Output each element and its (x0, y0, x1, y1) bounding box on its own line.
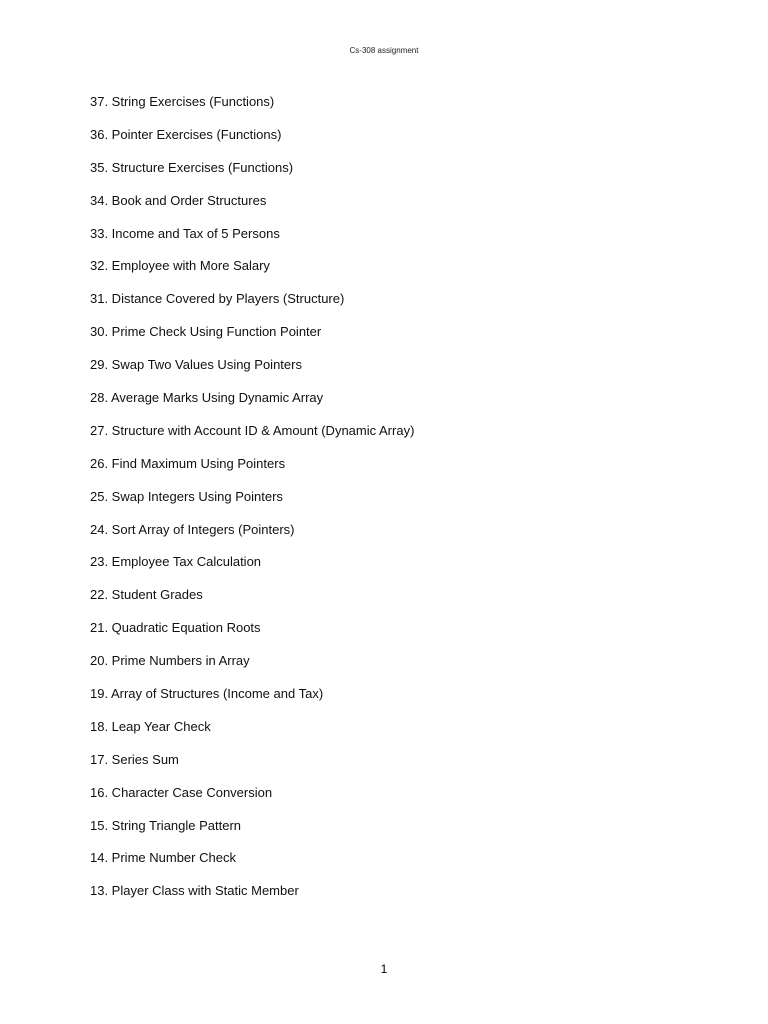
list-item: 35. Structure Exercises (Functions) (90, 159, 294, 175)
list-item: 31. Distance Covered by Players (Structure) (90, 291, 345, 307)
list-item: 30. Prime Check Using Function Pointer (90, 324, 322, 340)
list-item: 19. Array of Structures (Income and Tax) (90, 686, 324, 702)
list-item: 33. Income and Tax of 5 Persons (90, 225, 280, 241)
list-item: 16. Character Case Conversion (90, 784, 273, 800)
list-item: 25. Swap Integers Using Pointers (90, 488, 283, 504)
list-item: 18. Leap Year Check (90, 718, 211, 734)
list-item: 21. Quadratic Equation Roots (90, 620, 261, 636)
list-item: 36. Pointer Exercises (Functions) (90, 126, 282, 142)
list-item: 15. String Triangle Pattern (90, 817, 242, 833)
list-item: 14. Prime Number Check (90, 850, 236, 866)
list-item: 22. Student Grades (90, 587, 203, 603)
page-number: 1 (380, 962, 388, 976)
list-item: 32. Employee with More Salary (90, 258, 270, 274)
list-item: 26. Find Maximum Using Pointers (90, 455, 286, 471)
list-item: 28. Average Marks Using Dynamic Array (90, 390, 324, 406)
list-item: 23. Employee Tax Calculation (90, 554, 262, 570)
page-header: Cs-308 assignment (349, 46, 419, 55)
list-item: 17. Series Sum (90, 751, 179, 767)
list-item: 24. Sort Array of Integers (Pointers) (90, 521, 295, 537)
list-item: 13. Player Class with Static Member (90, 883, 299, 899)
list-item: 27. Structure with Account ID & Amount (Dynamic Array) (90, 422, 415, 438)
list-item: 29. Swap Two Values Using Pointers (90, 357, 302, 373)
assignment-list (90, 93, 690, 915)
list-item: 34. Book and Order Structures (90, 192, 267, 208)
list-item: 37. String Exercises (Functions) (90, 94, 275, 109)
list-item: 20. Prime Numbers in Array (90, 653, 250, 669)
